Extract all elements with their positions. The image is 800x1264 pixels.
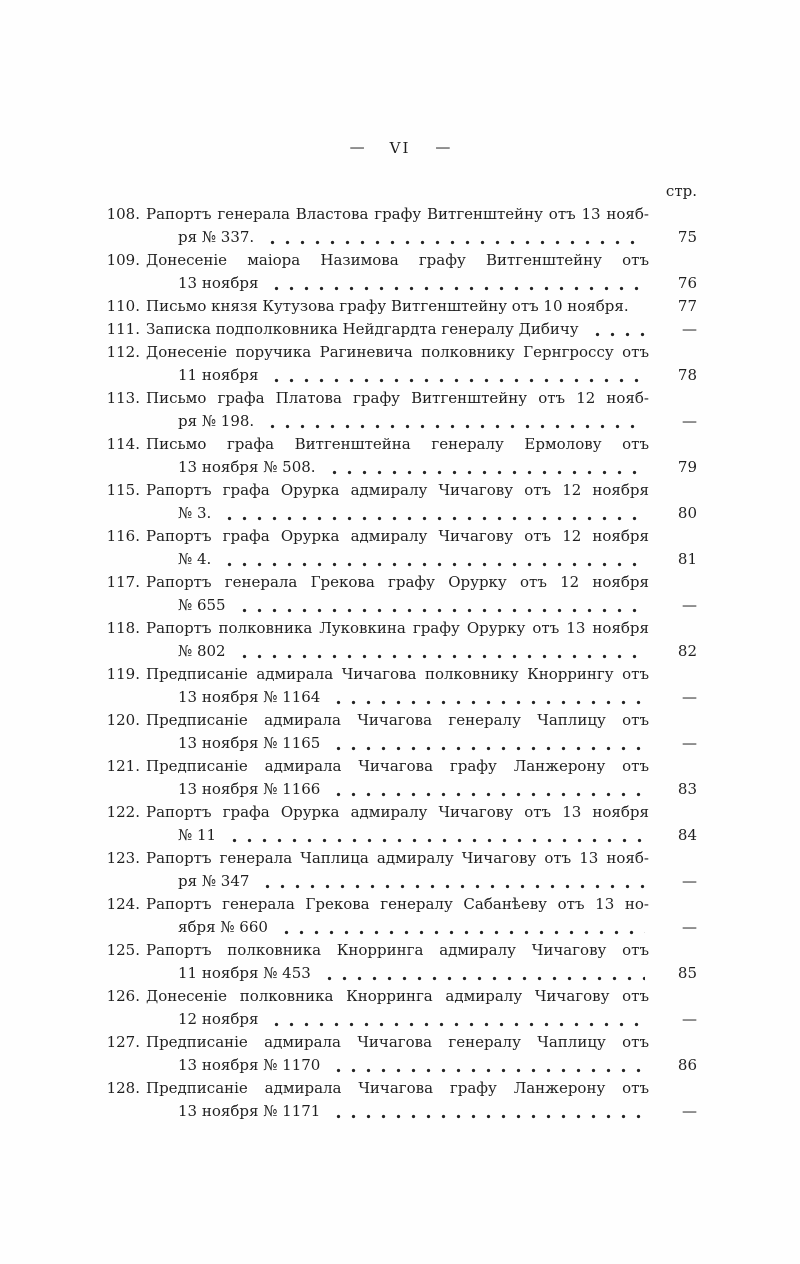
entry-body (146, 525, 649, 571)
entry-number: 128. (106, 1079, 140, 1097)
entry-page-number: — (682, 872, 697, 890)
toc-entry (103, 571, 697, 617)
entry-text: ря № 337. (178, 228, 255, 246)
entry-text: 13 ноября № 1165 (178, 734, 321, 752)
dot-leader (329, 1068, 645, 1073)
dot-leader (225, 838, 645, 843)
entry-text: № 802 (178, 642, 226, 660)
entry-page-number: 75 (677, 228, 697, 246)
header-left-dash: — (349, 138, 365, 156)
dot-leader (267, 1022, 645, 1027)
entry-body (146, 709, 649, 755)
dot-leader (277, 930, 645, 935)
entry-text: Рапортъ графа Орурка адмиралу Чичагову отъ 13 ноября (146, 803, 649, 821)
entry-text: Рапортъ генерала Грекова генералу Сабанѣеву отъ 13 но- (146, 895, 649, 913)
entry-body (146, 571, 649, 617)
entry-number: 117. (106, 573, 140, 591)
entry-page-number: 84 (677, 826, 697, 844)
entry-number: 127. (106, 1033, 140, 1051)
entry-text: Рапортъ графа Орурка адмиралу Чичагову отъ 12 ноября (146, 481, 649, 499)
entry-last-line (146, 870, 649, 893)
entry-text: Предписаніе адмирала Чичагова графу Ланжерону отъ (146, 1079, 649, 1097)
entry-text: 13 ноября № 508. (178, 458, 316, 476)
dot-leader (329, 1114, 645, 1119)
entry-page-number: 80 (677, 504, 697, 522)
entry-text: 13 ноября (178, 274, 259, 292)
toc-entry (103, 295, 697, 318)
entry-text: 13 ноября № 1166 (178, 780, 321, 798)
entry-page-number: 76 (677, 274, 697, 292)
entry-text: 11 ноября (178, 366, 259, 384)
dot-leader (320, 976, 645, 981)
entry-last-line (146, 962, 649, 985)
toc-entry (103, 525, 697, 571)
entry-text: 12 ноября (178, 1010, 259, 1028)
entry-page-number: — (682, 1102, 697, 1120)
entry-body (146, 893, 649, 939)
entry-number: 110. (106, 297, 140, 315)
entry-body (146, 249, 649, 295)
entry-last-line (146, 1100, 649, 1123)
entry-text: Донесеніе поручика Рагиневича полковнику Гернгроссу отъ (146, 343, 649, 361)
dot-leader (235, 608, 645, 613)
entry-last-line (146, 640, 649, 663)
entry-text: ря № 198. (178, 412, 255, 430)
entry-text: ября № 660 (178, 918, 268, 936)
entry-number: 109. (106, 251, 140, 269)
entry-number: 111. (106, 320, 140, 338)
entry-body (146, 203, 649, 249)
entry-text: Рапортъ полковника Кнорринга адмиралу Чичагову отъ (146, 941, 649, 959)
entry-text: № 4. (178, 550, 212, 568)
entry-text: 13 ноября № 1164 (178, 688, 321, 706)
dot-leader (258, 884, 645, 889)
entry-page-number: — (682, 688, 697, 706)
entry-number: 115. (106, 481, 140, 499)
entry-number: 116. (106, 527, 140, 545)
toc-entry (103, 341, 697, 387)
entry-body (146, 939, 649, 985)
dot-leader (220, 516, 645, 521)
entry-last-line (146, 295, 649, 318)
entry-number: 121. (106, 757, 140, 775)
toc-entry (103, 617, 697, 663)
toc-entry (103, 663, 697, 709)
entry-last-line (146, 594, 649, 617)
entry-last-line (146, 916, 649, 939)
entry-text: 13 ноября № 1170 (178, 1056, 321, 1074)
running-head (0, 138, 800, 158)
entry-last-line (146, 502, 649, 525)
dot-leader (263, 424, 645, 429)
entry-number: 119. (106, 665, 140, 683)
entry-page-number: — (682, 1010, 697, 1028)
entry-body (146, 433, 649, 479)
entry-text: Письмо графа Платова графу Витгенштейну отъ 12 нояб- (146, 389, 649, 407)
toc-entry (103, 433, 697, 479)
entry-page-number: 85 (677, 964, 697, 982)
toc-entry (103, 893, 697, 939)
entry-text: Рапортъ полковника Луковкина графу Орурку отъ 13 ноября (146, 619, 649, 637)
entry-page-number: 77 (677, 297, 697, 315)
dot-leader (329, 700, 645, 705)
entry-body (146, 318, 649, 341)
entry-last-line (146, 778, 649, 801)
entry-number: 114. (106, 435, 140, 453)
entry-number: 125. (106, 941, 140, 959)
toc-entry (103, 1031, 697, 1077)
page-number-roman: VI (389, 139, 411, 157)
entry-text: Донесеніе полковника Кнорринга адмиралу Чичагову отъ (146, 987, 649, 1005)
dot-leader (267, 378, 645, 383)
dot-leader (267, 286, 645, 291)
entry-body (146, 755, 649, 801)
toc-list (103, 203, 697, 1123)
entry-body (146, 1077, 649, 1123)
entry-text: Предписаніе адмирала Чичагова полковнику Кноррингу отъ (146, 665, 649, 683)
entry-text: Рапортъ генерала Чаплица адмиралу Чичагову отъ 13 нояб- (146, 849, 649, 867)
entry-last-line (146, 318, 649, 341)
entry-body (146, 663, 649, 709)
entry-text: Предписаніе адмирала Чичагова генералу Чаплицу отъ (146, 711, 649, 729)
entry-last-line (146, 226, 649, 249)
entry-number: 118. (106, 619, 140, 637)
entry-text: 13 ноября № 1171 (178, 1102, 321, 1120)
entry-number: 112. (106, 343, 140, 361)
entry-body (146, 1031, 649, 1077)
dot-leader (329, 792, 645, 797)
dot-leader (235, 654, 645, 659)
entry-page-number: 82 (677, 642, 697, 660)
entry-body (146, 295, 649, 318)
entry-text: 11 ноября № 453 (178, 964, 311, 982)
entry-body (146, 985, 649, 1031)
entry-body (146, 801, 649, 847)
entry-last-line (146, 548, 649, 571)
toc-entry (103, 709, 697, 755)
dot-leader (329, 746, 645, 751)
entry-page-number: 83 (677, 780, 697, 798)
entry-page-number: — (682, 596, 697, 614)
entry-text: Письмо князя Кутузова графу Витгенштейну отъ 10 ноября. (146, 297, 629, 315)
entry-number: 122. (106, 803, 140, 821)
page-column-label: стр. (665, 182, 697, 200)
entry-body (146, 479, 649, 525)
entry-text: № 3. (178, 504, 212, 522)
entry-text: Предписаніе адмирала Чичагова графу Ланжерону отъ (146, 757, 649, 775)
toc-entry (103, 985, 697, 1031)
entry-number: 113. (106, 389, 140, 407)
toc-entry (103, 203, 697, 249)
entry-last-line (146, 272, 649, 295)
toc-entry (103, 479, 697, 525)
entry-text: Рапортъ графа Орурка адмиралу Чичагову отъ 12 ноября (146, 527, 649, 545)
entry-last-line (146, 1008, 649, 1031)
dot-leader (588, 332, 645, 337)
entry-number: 120. (106, 711, 140, 729)
entry-text: Записка подполковника Нейдгардта генералу Дибичу (146, 320, 579, 338)
entry-body (146, 617, 649, 663)
dot-leader (263, 240, 645, 245)
entry-page-number: — (682, 734, 697, 752)
entry-text: № 655 (178, 596, 226, 614)
dot-leader (220, 562, 645, 567)
entry-text: Предписаніе адмирала Чичагова генералу Чаплицу отъ (146, 1033, 649, 1051)
entry-text: Письмо графа Витгенштейна генералу Ермолову отъ (146, 435, 649, 453)
entry-text: Рапортъ генерала Грекова графу Орурку отъ 12 ноября (146, 573, 649, 591)
entry-last-line (146, 410, 649, 433)
entry-page-number: — (682, 320, 697, 338)
entry-body (146, 847, 649, 893)
entry-last-line (146, 824, 649, 847)
entry-number: 108. (106, 205, 140, 223)
entry-last-line (146, 364, 649, 387)
entry-page-number: 86 (677, 1056, 697, 1074)
entry-last-line (146, 732, 649, 755)
entry-number: 126. (106, 987, 140, 1005)
entry-last-line (146, 456, 649, 479)
toc-entry (103, 847, 697, 893)
toc-entry (103, 318, 697, 341)
entry-text: № 11 (178, 826, 217, 844)
entry-number: 124. (106, 895, 140, 913)
header-right-dash: — (435, 138, 451, 156)
dot-leader (325, 470, 645, 475)
toc-entry (103, 755, 697, 801)
toc-entry (103, 801, 697, 847)
entry-page-number: 81 (677, 550, 697, 568)
entry-body (146, 341, 649, 387)
entry-number: 123. (106, 849, 140, 867)
toc-entry (103, 249, 697, 295)
entry-text: Рапортъ генерала Властова графу Витгенштейну отъ 13 нояб- (146, 205, 649, 223)
entry-last-line (146, 1054, 649, 1077)
entry-text: Донесеніе маіора Назимова графу Витгенштейну отъ (146, 251, 649, 269)
entry-body (146, 387, 649, 433)
entry-last-line (146, 686, 649, 709)
toc-entry (103, 387, 697, 433)
entry-text: ря № 347 (178, 872, 250, 890)
entry-page-number: — (682, 918, 697, 936)
entry-page-number: 79 (677, 458, 697, 476)
entry-page-number: — (682, 412, 697, 430)
entry-page-number: 78 (677, 366, 697, 384)
toc-entry (103, 939, 697, 985)
toc-entry (103, 1077, 697, 1123)
